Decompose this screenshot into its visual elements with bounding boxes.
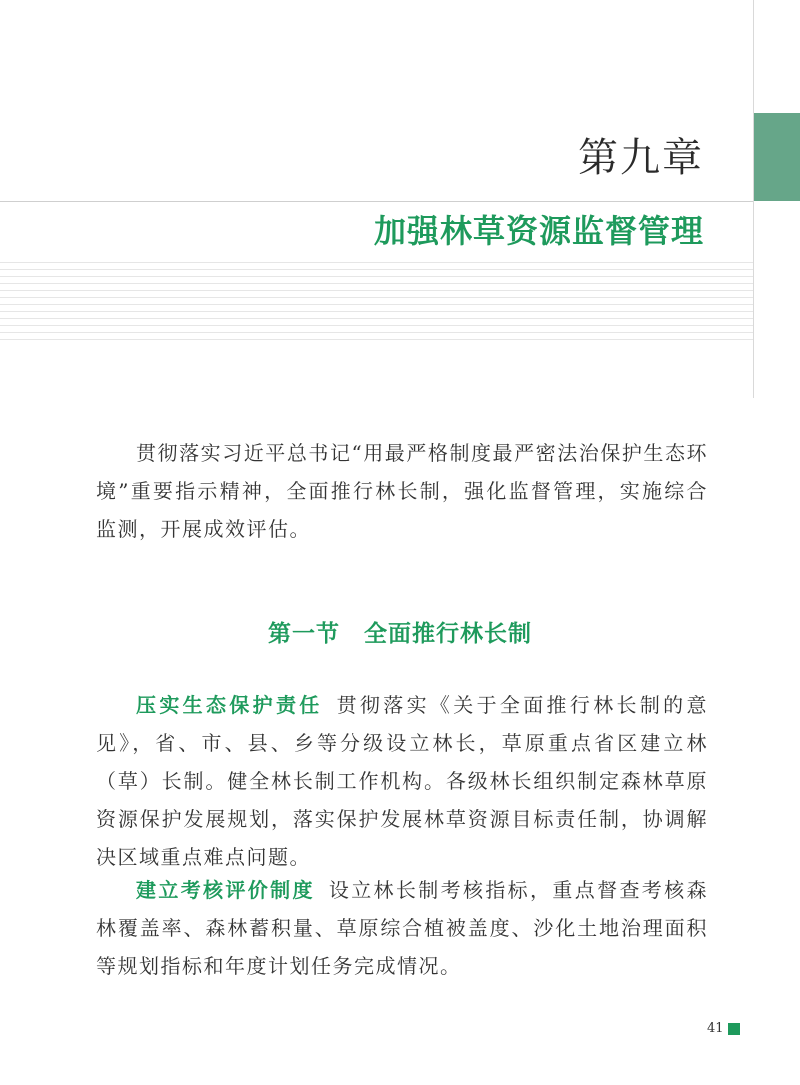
- paragraph-text-1: 贯彻落实《关于全面推行林长制的意见》，省、市、县、乡等分级设立林长，草原重点省区建立林（草）长制。健全林长制工作机构。各级林长组织制定森林草原资源保护发展规划，落实保护发展林草资源目标责任制，协调解决区域重点难点问题。: [96, 693, 709, 869]
- chapter-side-tab: [754, 113, 800, 201]
- chapter-title: 第九章: [578, 135, 704, 181]
- section-heading: 第一节 全面推行林长制: [268, 621, 532, 647]
- paragraph-lead-2: 建立考核评价制度: [136, 878, 315, 902]
- horizontal-rule: [0, 201, 753, 202]
- chapter-subtitle: 加强林草资源监督管理: [373, 212, 704, 250]
- intro-paragraph: 贯彻落实习近平总书记“用最严格制度最严密法治保护生态环境”重要指示精神，全面推行林长制，强化监督管理，实施综合监测，开展成效评估。: [96, 441, 708, 541]
- section-paragraph-2: [96, 871, 708, 985]
- paragraph-lead-1: 压实生态保护责任: [136, 693, 323, 717]
- page-number-marker: [728, 1023, 740, 1035]
- section-paragraph-1: [96, 686, 708, 876]
- decorative-stripes: [0, 262, 753, 346]
- vertical-rule: [753, 0, 754, 398]
- page-number: 41: [707, 1021, 724, 1036]
- paragraph-text-2: 设立林长制考核指标，重点督查考核森林覆盖率、森林蓄积量、草原综合植被盖度、沙化土地治理面积等规划指标和年度计划任务完成情况。: [96, 878, 709, 978]
